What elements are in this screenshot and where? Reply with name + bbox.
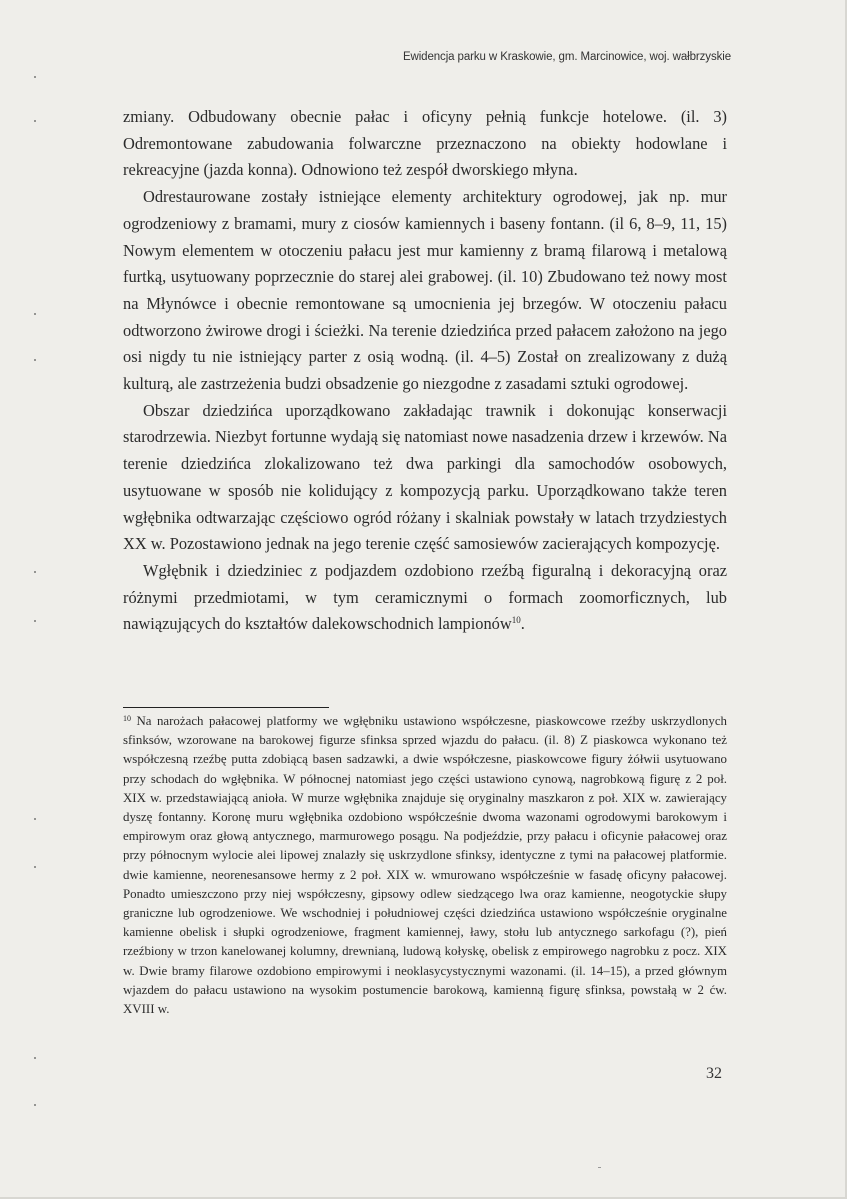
footnote-number: 10 [123, 714, 131, 723]
paragraph-2: Odrestaurowane zostały istniejące elementy architektury ogrodowej, jak np. mur ogrodzeniowy z bramami, mury z ciosów kamiennych i baseny fontann. (il 6, 8–9, 11, 15) Nowym elementem w otoczeniu pałacu jest mur kamienny z bramą filarową i metalową furtką, usytuowany poprzecznie do starej alei grabowej. (il. 10) Zbudowano też nowy most na Młynówce i obecnie remontowane są umocnienia jej brzegów. W otoczeniu pałacu odtworzono żwirowe drogi i ścieżki. Na terenie dziedzińca przed pałacem założono na jego osi nigdy tu nie istniejący parter z osią wodną. (il. 4–5) Został on zrealizowany z dużą kulturą, ale zastrzeżenia budzi obsadzenie go niezgodne z zasadami sztuki ogrodowej. [123, 187, 727, 394]
main-text [123, 104, 727, 638]
paragraph-1: zmiany. Odbudowany obecnie pałac i oficyny pełnią funkcje hotelowe. (il. 3) Odremontowane zabudowania folwarczne przeznaczono na obiekty hodowlane i rekreacyjne (jazda konna). Odnowiono też zespół dworskiego młyna. [123, 107, 727, 180]
scan-speck [34, 571, 36, 573]
paragraph-3: Obszar dziedzińca uporządkowano zakładając trawnik i dokonując konserwacji starodrzewia. Niezbyt fortunne wydają się natomiast nowe nasadzenia drzew i krzewów. Na terenie dziedzińca zlokalizowano też dwa parkingi dla samochodów osobowych, usytuowane w sposób nie kolidujący z kompozycją parku. Uporządkowano także teren wgłębnika odtwarzając częściowo ogród różany i skalniak powstały w latach trzydziestych XX w. Pozostawiono jednak na jego terenie część samosiewów zacierających kompozycję. [123, 400, 727, 554]
scan-speck [34, 76, 36, 78]
scan-speck [34, 1104, 36, 1106]
scan-speck [34, 1057, 36, 1059]
scan-speck [34, 818, 36, 820]
footnote-separator [123, 707, 329, 708]
paragraph-4: Wgłębnik i dziedziniec z podjazdem ozdobiono rzeźbą figuralną i dekoracyjną oraz różnymi przedmiotami, w tym ceramicznymi o formach zoomorficznych, lub nawiązujących do kształtów dalekowschodnich lampionów$^{10}$. [123, 560, 727, 634]
footnote-text: Na narożach pałacowej platformy we wgłębniku ustawiono współczesne, piaskowcowe rzeźby uskrzydlonych sfinksów, wzorowane na barokowej figurze sfinksa sprzed wjazdu do pałacu. (il. 8) Z piaskowca wykonano też współczesną rzeźbę putta zdobiącą basen sadzawki, a dwie współczesne, piaskowcowe figury żółwii usytuowano przy schodach do wgłębnika. W północnej natomiast jego części ustawiono cynową, nagrobkową figurę z 2 poł. XIX w. przedstawiającą anioła. W murze wgłębnika znajduje się oryginalny maszkaron z poł. XIX w. zawierający dyszę fontanny. Koronę muru wgłębnika ozdobiono współcześnie dwoma wazonami ogrodowymi barokowym i empirowym oraz głową antycznego, marmurowego posągu. Na podjeździe, przy pałacu i oficynie pałacowej oraz przy północnym wylocie alei lipowej znalazły się uskrzydlone sfinksy, identyczne z tymi na pałacowej platformie. dwie kamienne, neorenesansowe hermy z 2 poł. XIX w. wmurowano współcześnie w fasadę oficyny pałacowej. Ponadto umieszczono przy niej współczesny, gipsowy odlew siedzącego lwa oraz kamienne, neogotyckie słupy graniczne lub ogrodzeniowe. We wschodniej i południowej części dziedzińca ustawiono współcześnie oryginalne kamienne obelisk i słupki ogrodzeniowe, fragment kamiennej, ławy, stołu lub antycznego sarkofagu (?), pień rzeźbiony w trzon kanelowanej kolumny, drewnianą, ludową kołyskę, obelisk z empirowego nagrobku z pocz. XIX w. Dwie bramy filarowe ozdobiono empirowymi i neoklasycystycznymi wazonami. (il. 14–15), a przed głównym wjazdem do pałacu ustawiono na wysokim postumencie barokową, kamienną figurę sfinksa, powstałą w 2 ćw. XVIII w. [123, 714, 727, 1017]
scan-speck [34, 359, 36, 361]
paragraph-4-text: Wgłębnik i dziedziniec z podjazdem ozdobiono rzeźbą figuralną i dekoracyjną oraz różnymi przedmiotami, w tym ceramicznymi o formach zoomorficznych, lub nawiązujących do kształtów dalekowschodnich lampionów [123, 560, 727, 634]
page-number: 32 [706, 1065, 722, 1082]
scan-speck [34, 313, 36, 315]
scan-speck [34, 866, 36, 868]
footnote-reference[interactable]: 10 [511, 615, 521, 626]
scan-speck [34, 120, 36, 122]
running-header: Ewidencja parku w Kraskowie, gm. Marcinowice, woj. wałbrzyskie [402, 51, 731, 63]
footnote [123, 712, 727, 1019]
scan-speck [598, 1167, 601, 1168]
scan-speck [34, 620, 36, 622]
